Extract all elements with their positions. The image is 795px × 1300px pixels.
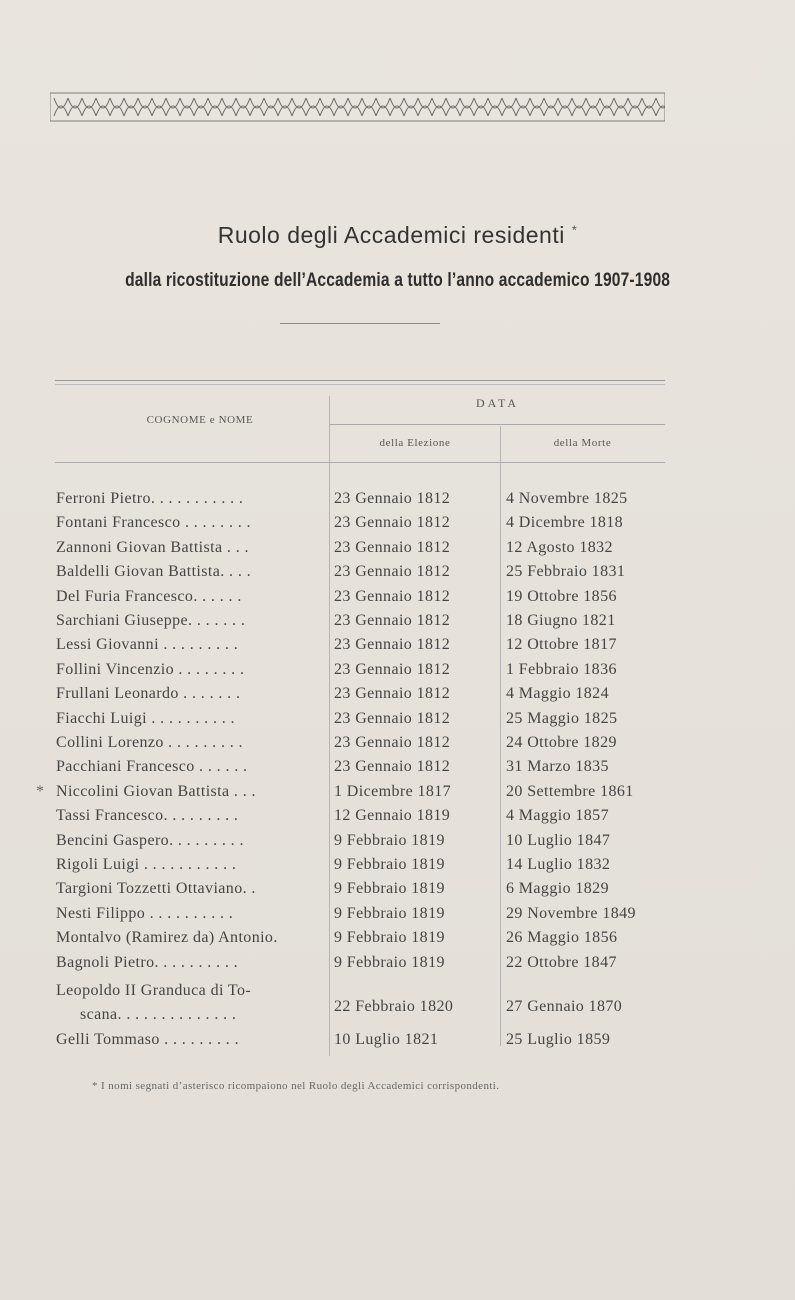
ornament-loop (530, 98, 544, 116)
row-name: Pacchiani Francesco . . . . . . (56, 758, 248, 776)
row-date-elezione: 9 Febbraio 1819 (334, 929, 445, 947)
row-date-elezione: 9 Febbraio 1819 (334, 953, 445, 971)
title-asterisk: * (571, 222, 578, 238)
row-date-morte: 1 Febbraio 1836 (506, 660, 617, 678)
table-row (0, 954, 795, 978)
ornament-loop (320, 98, 334, 116)
row-date-morte: 24 Ottobre 1829 (506, 734, 617, 751)
ornament-loop (82, 98, 96, 116)
row-name-continuation: scana. . . . . . . . . . . . . . (80, 1006, 237, 1024)
ornament-loop (292, 98, 306, 116)
table-row (0, 612, 795, 636)
table-row (0, 563, 795, 587)
ornament-loop (558, 98, 572, 116)
ornament-loop (572, 98, 586, 116)
row-date-elezione: 9 Febbraio 1819 (334, 831, 445, 849)
title-divider (280, 323, 440, 324)
row-name: Rigoli Luigi . . . . . . . . . . . (56, 856, 237, 873)
row-name: Leopoldo II Granduca di To- (56, 982, 252, 999)
row-date-morte: 29 Novembre 1849 (506, 904, 636, 922)
ornament-loop (278, 98, 292, 116)
ornament-loop (208, 98, 222, 116)
row-name: Bagnoli Pietro. . . . . . . . . . (56, 953, 239, 971)
table-row (0, 832, 795, 856)
row-name: Bencini Gaspero. . . . . . . . . (56, 831, 244, 849)
row-date-elezione: 23 Gennaio 1812 (334, 490, 451, 507)
table-row (0, 758, 795, 782)
table-row (0, 905, 795, 929)
ornament-loop (334, 98, 348, 116)
ornament-loop (236, 98, 250, 116)
ornament-loop (418, 98, 432, 116)
row-asterisk: * (36, 782, 45, 800)
ornament-loop (152, 98, 166, 116)
row-name: Tassi Francesco. . . . . . . . . (56, 807, 239, 825)
table-row (0, 539, 795, 563)
row-date-elezione: 9 Febbraio 1819 (334, 904, 445, 922)
row-date-morte: 4 Maggio 1824 (506, 685, 609, 703)
row-name: Ferroni Pietro. . . . . . . . . . . (56, 490, 244, 507)
ornament-loop (194, 98, 208, 116)
table-row (0, 661, 795, 685)
row-name: Montalvo (Ramirez da) Antonio. (56, 929, 278, 947)
row-name: Collini Lorenzo . . . . . . . . . (56, 734, 243, 751)
table-row (0, 1031, 795, 1055)
row-date-elezione: 22 Febbraio 1820 (334, 998, 454, 1016)
table-row (0, 588, 795, 612)
row-date-elezione: 23 Gennaio 1812 (334, 563, 451, 581)
ornament-loop (54, 98, 68, 116)
row-date-morte: 25 Maggio 1825 (506, 709, 618, 727)
row-date-elezione: 12 Gennaio 1819 (334, 807, 451, 825)
title-text: Ruolo degli Accademici residenti (217, 222, 565, 248)
row-date-elezione: 9 Febbraio 1819 (334, 856, 445, 873)
table-row (0, 929, 795, 953)
row-name: Fiacchi Luigi . . . . . . . . . . (56, 709, 235, 727)
table-row (0, 685, 795, 709)
ornament-loop (96, 98, 110, 116)
row-name: Baldelli Giovan Battista. . . . (56, 563, 252, 581)
row-date-elezione: 23 Gennaio 1812 (334, 660, 451, 678)
row-date-morte: 12 Ottobre 1817 (506, 636, 617, 654)
ornament-loop (124, 98, 138, 116)
row-name: Niccolini Giovan Battista . . . (56, 782, 256, 800)
ornament-loop (376, 98, 390, 116)
row-date-morte: 22 Ottobre 1847 (506, 953, 617, 971)
row-date-elezione: 1 Dicembre 1817 (334, 782, 452, 800)
row-date-morte: 12 Agosto 1832 (506, 538, 613, 556)
ornament-loop (390, 98, 404, 116)
row-name: Nesti Filippo . . . . . . . . . . (56, 904, 234, 922)
ornament-loop (600, 98, 614, 116)
row-date-elezione: 10 Luglio 1821 (334, 1030, 439, 1048)
table-row (0, 636, 795, 660)
ornament-loop (656, 98, 665, 116)
decorative-border-ornament (50, 92, 665, 122)
data-subheader-rule (330, 424, 665, 425)
ornament-loop (446, 98, 460, 116)
table-row (0, 710, 795, 734)
ornament-loop (180, 98, 194, 116)
row-date-morte: 4 Maggio 1857 (506, 807, 609, 825)
table-row (0, 880, 795, 904)
ornament-loop (264, 98, 278, 116)
page-title (0, 222, 795, 249)
row-date-elezione: 23 Gennaio 1812 (334, 685, 451, 703)
row-name: Follini Vincenzio . . . . . . . . (56, 660, 245, 678)
table-row (0, 734, 795, 758)
ornament-loop (544, 98, 558, 116)
ornament-loop (502, 98, 516, 116)
row-date-elezione: 23 Gennaio 1812 (334, 612, 451, 629)
row-name: Gelli Tommaso . . . . . . . . . (56, 1030, 239, 1048)
row-name: Fontani Francesco . . . . . . . . (56, 514, 251, 532)
row-date-morte: 25 Febbraio 1831 (506, 563, 626, 581)
row-date-morte: 19 Ottobre 1856 (506, 587, 617, 605)
ornament-loop (306, 98, 320, 116)
row-date-morte: 31 Marzo 1835 (506, 758, 609, 776)
row-name: Lessi Giovanni . . . . . . . . . (56, 636, 239, 654)
ornament-loop (488, 98, 502, 116)
row-date-morte: 10 Luglio 1847 (506, 831, 611, 849)
row-date-morte: 27 Gennaio 1870 (506, 998, 623, 1016)
ornament-loop (348, 98, 362, 116)
row-name: Del Furia Francesco. . . . . . (56, 587, 242, 605)
ornament-loop (516, 98, 530, 116)
row-date-morte: 18 Giugno 1821 (506, 612, 616, 629)
table-row (0, 807, 795, 831)
table-row (0, 514, 795, 538)
row-date-morte: 20 Settembre 1861 (506, 782, 634, 800)
ornament-loop (362, 98, 376, 116)
row-date-morte: 4 Novembre 1825 (506, 490, 628, 507)
row-date-elezione: 23 Gennaio 1812 (334, 734, 451, 751)
row-date-elezione: 23 Gennaio 1812 (334, 709, 451, 727)
column-header-morte: della Morte (553, 437, 612, 449)
ornament-loop (432, 98, 446, 116)
page-subtitle: dalla ricostituzione dell’Accademia a tutto l’anno accademico 1907-1908 (125, 270, 671, 291)
row-date-elezione: 23 Gennaio 1812 (334, 514, 451, 532)
row-name: Sarchiani Giuseppe. . . . . . . (56, 612, 246, 629)
row-date-elezione: 23 Gennaio 1812 (334, 587, 451, 605)
row-date-elezione: 23 Gennaio 1812 (334, 636, 451, 654)
column-header-data: DATA (475, 396, 520, 410)
ornament-loop (586, 98, 600, 116)
column-header-name: COGNOME e NOME (146, 414, 254, 426)
table-top-rule (55, 380, 665, 381)
table-top-rule-secondary (55, 384, 665, 385)
ornament-loop (110, 98, 124, 116)
ornament-loop (614, 98, 628, 116)
table-header-rule (55, 462, 665, 463)
row-name: Zannoni Giovan Battista . . . (56, 538, 249, 556)
row-date-elezione: 23 Gennaio 1812 (334, 538, 451, 556)
table-row (0, 783, 795, 807)
ornament-loop (474, 98, 488, 116)
footnote: * I nomi segnati d’asterisco ricompaiono nel Ruolo degli Accademici corrispondenti. (92, 1080, 500, 1092)
column-header-elezione: della Elezione (379, 437, 451, 449)
row-date-morte: 14 Luglio 1832 (506, 856, 611, 873)
ornament-loop (68, 98, 82, 116)
ornament-loop (138, 98, 152, 116)
ornament-loop (628, 98, 642, 116)
ornament-loop (404, 98, 418, 116)
table-row-continuation (0, 998, 795, 1030)
row-date-elezione: 9 Febbraio 1819 (334, 880, 445, 898)
ornament-loop (222, 98, 236, 116)
row-date-morte: 26 Maggio 1856 (506, 929, 618, 947)
table-row (0, 490, 795, 514)
row-date-morte: 25 Luglio 1859 (506, 1030, 611, 1048)
ornament-loop (642, 98, 656, 116)
ornament-loop (250, 98, 264, 116)
row-name: Frullani Leonardo . . . . . . . (56, 685, 241, 703)
row-date-morte: 4 Dicembre 1818 (506, 514, 624, 532)
row-date-elezione: 23 Gennaio 1812 (334, 758, 451, 776)
table-row (0, 856, 795, 880)
row-name: Targioni Tozzetti Ottaviano. . (56, 880, 256, 898)
row-date-morte: 6 Maggio 1829 (506, 880, 609, 898)
ornament-loop (166, 98, 180, 116)
ornament-loop (460, 98, 474, 116)
